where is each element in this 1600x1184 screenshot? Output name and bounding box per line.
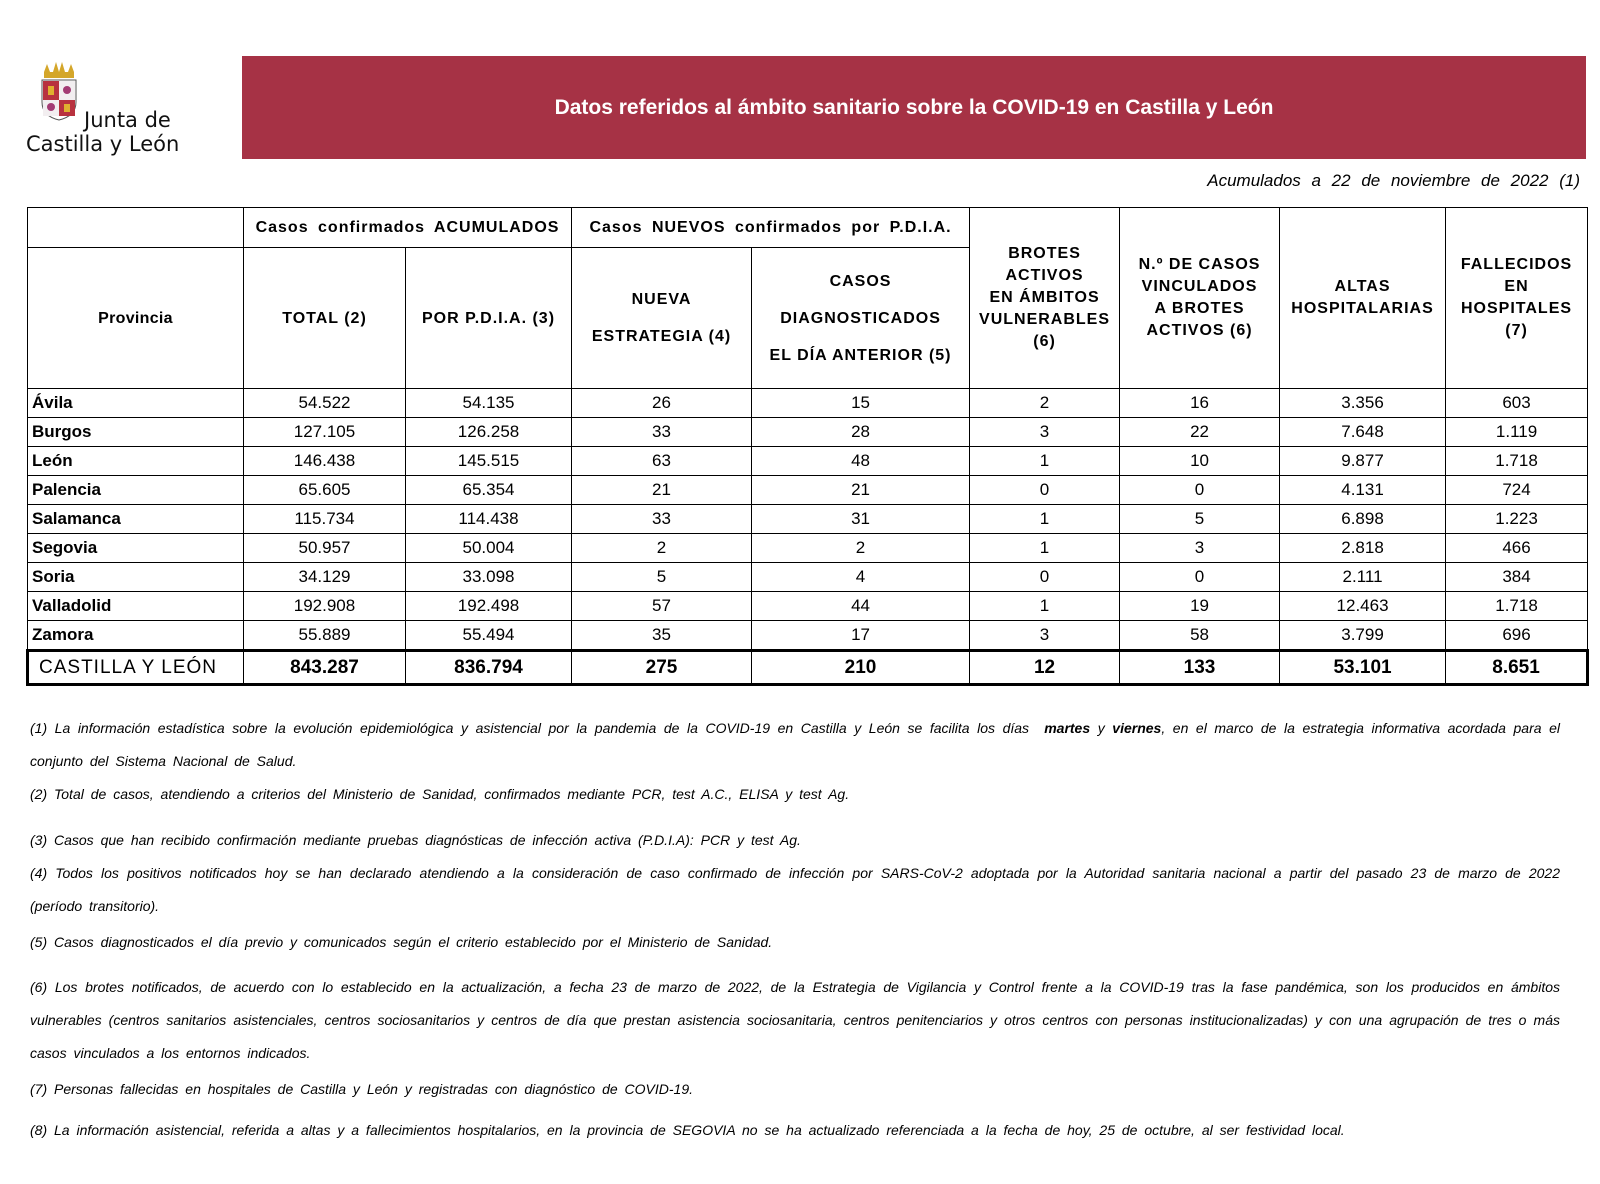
cell-total: 54.522 <box>244 389 406 418</box>
logo-line-1: Junta de <box>84 108 171 132</box>
cell-total: 127.105 <box>244 418 406 447</box>
table-row <box>28 447 1588 476</box>
cell-altas: 2.818 <box>1280 534 1446 563</box>
cell-pdia: 55.494 <box>406 621 572 651</box>
cell-altas: 12.463 <box>1280 592 1446 621</box>
total-cell-total: 843.287 <box>244 651 406 685</box>
cell-provincia: Burgos <box>28 418 244 447</box>
cell-vinculados: 0 <box>1120 563 1280 592</box>
cell-pdia: 50.004 <box>406 534 572 563</box>
cell-brotes: 1 <box>970 447 1120 476</box>
cell-altas: 7.648 <box>1280 418 1446 447</box>
cell-altas: 6.898 <box>1280 505 1446 534</box>
title-banner <box>242 56 1586 159</box>
cell-fallecidos: 1.119 <box>1446 418 1588 447</box>
cell-nueva-estrategia: 33 <box>572 505 752 534</box>
cell-brotes: 1 <box>970 505 1120 534</box>
header-altas: ALTAS HOSPITALARIAS <box>1280 208 1446 389</box>
cell-brotes: 2 <box>970 389 1120 418</box>
group-header-acumulados: Casos confirmados ACUMULADOS <box>244 208 572 248</box>
table-body <box>28 389 1588 685</box>
cell-pdia: 33.098 <box>406 563 572 592</box>
table-row <box>28 505 1588 534</box>
footnote-6: (6) Los brotes notificados, de acuerdo con lo establecido en la actualización, a fecha 23 de marzo de 2022, de la Estrategia de Vigilancia y Control frente a la COVID-19 tras la fase pandémica, son los producidos en ámbitos vulnerables (centros sanitarios asistenciales, centros sociosanitarios y centros de día que prestan asistencia sociosanitaria, centros penitenciarios y otros centros con personas institucionalizadas) y con una agrupación de tres o más casos vinculados a los entornos indicados. <box>30 979 1560 1061</box>
cell-fallecidos: 1.223 <box>1446 505 1588 534</box>
covid-data-table <box>26 207 1589 686</box>
cell-brotes: 0 <box>970 563 1120 592</box>
cell-casos-diagnosticados: 28 <box>752 418 970 447</box>
cell-provincia: Salamanca <box>28 505 244 534</box>
table-row <box>28 592 1588 621</box>
cell-altas: 4.131 <box>1280 476 1446 505</box>
cell-total: 65.605 <box>244 476 406 505</box>
cell-total: 34.129 <box>244 563 406 592</box>
cell-nueva-estrategia: 26 <box>572 389 752 418</box>
cell-vinculados: 22 <box>1120 418 1280 447</box>
cell-fallecidos: 1.718 <box>1446 592 1588 621</box>
cell-casos-diagnosticados: 48 <box>752 447 970 476</box>
cell-fallecidos: 1.718 <box>1446 447 1588 476</box>
cell-nueva-estrategia: 63 <box>572 447 752 476</box>
cell-fallecidos: 603 <box>1446 389 1588 418</box>
cell-fallecidos: 724 <box>1446 476 1588 505</box>
cell-nueva-estrategia: 35 <box>572 621 752 651</box>
cell-nueva-estrategia: 33 <box>572 418 752 447</box>
total-cell-nueva-estrategia: 275 <box>572 651 752 685</box>
footnote-2: (2) Total de casos, atendiendo a criterios del Ministerio de Sanidad, confirmados mediante PCR, test A.C., ELISA y test Ag. <box>30 786 850 802</box>
footnote-5: (5) Casos diagnosticados el día previo y comunicados según el criterio establecido por el Ministerio de Sanidad. <box>30 934 773 950</box>
cell-total: 146.438 <box>244 447 406 476</box>
table-row <box>28 621 1588 651</box>
header-total: TOTAL (2) <box>244 248 406 389</box>
cell-casos-diagnosticados: 17 <box>752 621 970 651</box>
table-row <box>28 389 1588 418</box>
cell-casos-diagnosticados: 44 <box>752 592 970 621</box>
cell-total: 55.889 <box>244 621 406 651</box>
cell-altas: 9.877 <box>1280 447 1446 476</box>
cell-fallecidos: 384 <box>1446 563 1588 592</box>
total-cell-fallecidos: 8.651 <box>1446 651 1588 685</box>
cell-casos-diagnosticados: 15 <box>752 389 970 418</box>
cell-fallecidos: 696 <box>1446 621 1588 651</box>
total-cell-casos-diagnosticados: 210 <box>752 651 970 685</box>
footnote-4: (4) Todos los positivos notificados hoy se han declarado atendiendo a la consideración de caso confirmado de infección por SARS-CoV-2 adoptada por la Autoridad sanitaria nacional a partir del pasado 23 de marzo de 2022 (período transitorio). <box>30 865 1560 914</box>
header-provincia: Provincia <box>28 248 244 389</box>
cell-nueva-estrategia: 57 <box>572 592 752 621</box>
cell-altas: 3.799 <box>1280 621 1446 651</box>
header-casos-diagnosticados: CASOS DIAGNOSTICADOS EL DÍA ANTERIOR (5) <box>752 248 970 389</box>
total-cell-vinculados: 133 <box>1120 651 1280 685</box>
cell-pdia: 114.438 <box>406 505 572 534</box>
logo-line-2: Castilla y León <box>26 132 180 156</box>
cell-vinculados: 0 <box>1120 476 1280 505</box>
cell-pdia: 54.135 <box>406 389 572 418</box>
total-cell-provincia: CASTILLA Y LEÓN <box>28 651 244 685</box>
total-cell-pdia: 836.794 <box>406 651 572 685</box>
cell-casos-diagnosticados: 21 <box>752 476 970 505</box>
cell-altas: 2.111 <box>1280 563 1446 592</box>
total-row <box>28 651 1588 685</box>
cell-brotes: 1 <box>970 592 1120 621</box>
cell-vinculados: 3 <box>1120 534 1280 563</box>
total-cell-brotes: 12 <box>970 651 1120 685</box>
cell-total: 192.908 <box>244 592 406 621</box>
cell-casos-diagnosticados: 4 <box>752 563 970 592</box>
page-title: Datos referidos al ámbito sanitario sobre la COVID-19 en Castilla y León <box>554 95 1274 119</box>
cell-nueva-estrategia: 2 <box>572 534 752 563</box>
table-row <box>28 534 1588 563</box>
header-brotes: BROTES ACTIVOS EN ÁMBITOS VULNERABLES (6) <box>970 208 1120 389</box>
cell-vinculados: 19 <box>1120 592 1280 621</box>
cell-total: 50.957 <box>244 534 406 563</box>
footnote-7: (7) Personas fallecidas en hospitales de Castilla y León y registradas con diagnóstico de COVID-19. <box>30 1081 693 1097</box>
cell-nueva-estrategia: 5 <box>572 563 752 592</box>
cell-casos-diagnosticados: 2 <box>752 534 970 563</box>
header-nueva-estrategia: NUEVA ESTRATEGIA (4) <box>572 248 752 389</box>
cell-brotes: 1 <box>970 534 1120 563</box>
table-row <box>28 418 1588 447</box>
cell-casos-diagnosticados: 31 <box>752 505 970 534</box>
footnote-8: (8) La información asistencial, referida a altas y a fallecimientos hospitalarios, en la provincia de SEGOVIA no se ha actualizado referenciada a la fecha de hoy, 25 de octubre, al ser festividad local. <box>30 1122 1345 1138</box>
cell-vinculados: 5 <box>1120 505 1280 534</box>
cell-provincia: Zamora <box>28 621 244 651</box>
footnote-3: (3) Casos que han recibido confirmación mediante pruebas diagnósticas de infección activa (P.D.I.A): PCR y test Ag. <box>30 832 801 848</box>
group-header-nuevos: Casos NUEVOS confirmados por P.D.I.A. <box>572 208 970 248</box>
header-vinculados: N.º DE CASOS VINCULADOS A BROTES ACTIVOS (6) <box>1120 208 1280 389</box>
cell-vinculados: 10 <box>1120 447 1280 476</box>
cell-pdia: 65.354 <box>406 476 572 505</box>
footnote-1: (1) La información estadística sobre la evolución epidemiológica y asistencial por la pandemia de la COVID-19 en Castilla y León se facilita los días martes y viernes, en el marco de la estrategia informativa acordada para el conjunto del Sistema Nacional de Salud. <box>30 720 1561 769</box>
cell-altas: 3.356 <box>1280 389 1446 418</box>
cell-provincia: Soria <box>28 563 244 592</box>
cell-brotes: 3 <box>970 621 1120 651</box>
header-pdia: POR P.D.I.A. (3) <box>406 248 572 389</box>
header-fallecidos: FALLECIDOS EN HOSPITALES (7) <box>1446 208 1588 389</box>
cell-provincia: Ávila <box>28 389 244 418</box>
footnotes <box>30 712 1560 1147</box>
cell-vinculados: 16 <box>1120 389 1280 418</box>
cell-vinculados: 58 <box>1120 621 1280 651</box>
cell-brotes: 3 <box>970 418 1120 447</box>
cell-fallecidos: 466 <box>1446 534 1588 563</box>
cell-pdia: 126.258 <box>406 418 572 447</box>
junta-logo <box>26 62 206 162</box>
cell-pdia: 145.515 <box>406 447 572 476</box>
accumulated-date-label: Acumulados a 22 de noviembre de 2022 (1) <box>1207 171 1580 190</box>
cell-total: 115.734 <box>244 505 406 534</box>
cell-nueva-estrategia: 21 <box>572 476 752 505</box>
cell-provincia: Palencia <box>28 476 244 505</box>
cell-provincia: Valladolid <box>28 592 244 621</box>
corner-cell <box>28 208 244 248</box>
cell-provincia: Segovia <box>28 534 244 563</box>
table-row <box>28 563 1588 592</box>
cell-pdia: 192.498 <box>406 592 572 621</box>
cell-brotes: 0 <box>970 476 1120 505</box>
cell-provincia: León <box>28 447 244 476</box>
total-cell-altas: 53.101 <box>1280 651 1446 685</box>
table-row <box>28 476 1588 505</box>
